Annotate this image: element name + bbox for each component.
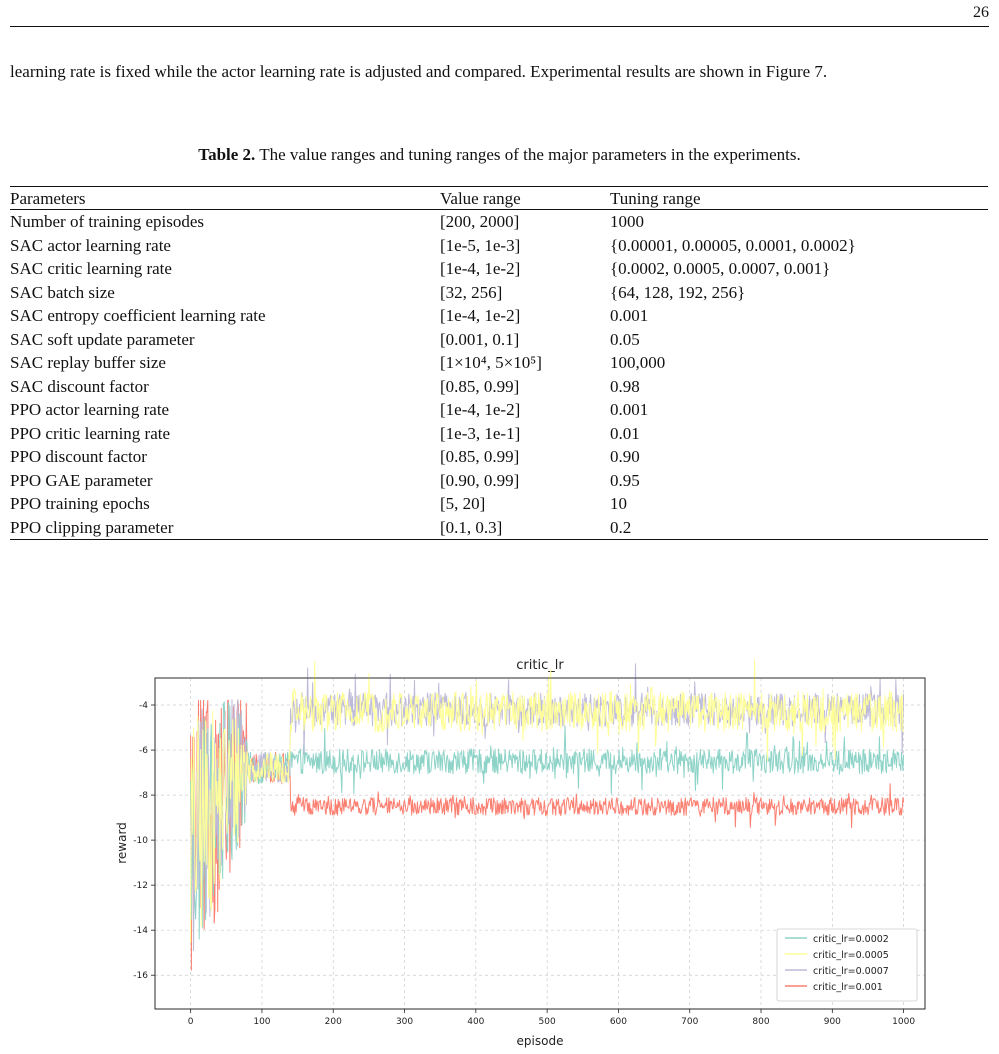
- cell-parameter: PPO training epochs: [10, 494, 150, 513]
- table-row: [10, 210, 988, 234]
- table-caption: [0, 145, 999, 165]
- cell-parameter: SAC entropy coefficient learning rate: [10, 306, 266, 325]
- y-tick-label: -12: [133, 881, 148, 892]
- header-parameters: Parameters: [10, 187, 440, 210]
- x-tick-label: 800: [752, 1017, 770, 1027]
- cell-tuning-range: 0.001: [610, 306, 649, 325]
- table-row: [10, 516, 988, 540]
- table-row: [10, 234, 988, 258]
- y-tick-label: -14: [133, 926, 148, 937]
- cell-parameter: PPO discount factor: [10, 447, 147, 466]
- legend-entry: critic_lr=0.001: [813, 982, 883, 993]
- cell-value-range: [1×10⁴, 5×10⁵]: [440, 353, 542, 372]
- cell-value-range: [0.85, 0.99]: [440, 447, 520, 466]
- cell-value-range: [200, 2000]: [440, 212, 520, 231]
- cell-parameter: PPO GAE parameter: [10, 470, 153, 490]
- chart-title: critic_lr: [516, 658, 564, 673]
- cell-value-range: [5, 20]: [440, 494, 486, 513]
- page-number: 26: [973, 4, 989, 21]
- cell-tuning-range: {64, 128, 192, 256}: [610, 282, 746, 302]
- cell-tuning-range: 0.95: [610, 470, 640, 490]
- cell-tuning-range: 0.01: [610, 423, 640, 443]
- cell-parameter: SAC discount factor: [10, 376, 149, 396]
- cell-parameter: SAC replay buffer size: [10, 353, 166, 372]
- x-tick-label: 0: [187, 1017, 194, 1027]
- cell-parameter: PPO actor learning rate: [10, 400, 170, 419]
- cell-tuning-range: 0.2: [610, 516, 988, 540]
- x-tick-label: 500: [538, 1017, 556, 1027]
- table-row: [10, 304, 988, 328]
- legend-entry: critic_lr=0.0002: [813, 934, 889, 945]
- cell-value-range: [0.1, 0.3]: [440, 516, 610, 540]
- x-tick-label: 400: [467, 1017, 485, 1027]
- cell-value-range: [32, 256]: [440, 282, 503, 302]
- cell-tuning-range: 0.98: [610, 376, 640, 396]
- cell-parameter: SAC actor learning rate: [10, 235, 171, 255]
- cell-tuning-range: 1000: [610, 212, 644, 231]
- x-tick-label: 1000: [892, 1017, 916, 1027]
- cell-parameter: SAC critic learning rate: [10, 259, 172, 278]
- legend-entry: critic_lr=0.0007: [813, 966, 889, 977]
- cell-value-range: [0.001, 0.1]: [440, 329, 520, 349]
- cell-parameter: PPO clipping parameter: [10, 516, 440, 540]
- x-tick-label: 100: [253, 1017, 271, 1027]
- cell-parameter: SAC batch size: [10, 282, 115, 302]
- y-tick-label: -6: [139, 746, 148, 757]
- header-rule: [10, 26, 989, 27]
- cell-parameter: SAC soft update parameter: [10, 329, 195, 349]
- cell-tuning-range: 0.001: [610, 400, 649, 419]
- cell-tuning-range: {0.00001, 0.00005, 0.0001, 0.0002}: [610, 235, 856, 255]
- x-tick-label: 600: [609, 1017, 628, 1027]
- cell-tuning-range: 0.05: [610, 329, 640, 349]
- table-row: [10, 328, 988, 352]
- table-row: [10, 257, 988, 281]
- cell-value-range: [1e-4, 1e-2]: [440, 306, 521, 325]
- y-tick-label: -16: [133, 971, 148, 982]
- cell-value-range: [1e-5, 1e-3]: [440, 235, 521, 255]
- table-row: [10, 375, 988, 399]
- x-tick-label: 300: [395, 1017, 414, 1027]
- table-row: [10, 492, 988, 516]
- legend-entry: critic_lr=0.0005: [813, 950, 889, 961]
- table-row: [10, 469, 988, 493]
- header-tuning-range: Tuning range: [610, 187, 988, 210]
- cell-value-range: [1e-3, 1e-1]: [440, 423, 521, 443]
- chart-legend: [777, 929, 917, 1001]
- table-row: [10, 422, 988, 446]
- cell-parameter: Number of training episodes: [10, 212, 205, 231]
- x-tick-label: 700: [681, 1017, 699, 1027]
- x-tick-label: 900: [823, 1017, 841, 1027]
- parameters-table: [10, 186, 988, 540]
- table-caption-label: Table 2.: [198, 145, 256, 164]
- cell-value-range: [0.85, 0.99]: [440, 376, 520, 396]
- table-row: [10, 351, 988, 375]
- reward-line-chart: [110, 655, 916, 1050]
- table-row: [10, 398, 988, 422]
- table-row: [10, 281, 988, 305]
- x-tick-label: 200: [324, 1017, 342, 1027]
- body-paragraph: learning rate is fixed while the actor learning rate is adjusted and compared. Experimental results are shown in Figure 7.: [10, 62, 828, 81]
- cell-tuning-range: 100,000: [610, 353, 666, 372]
- cell-parameter: PPO critic learning rate: [10, 423, 171, 443]
- header-value-range: Value range: [440, 187, 610, 210]
- cell-tuning-range: 10: [610, 494, 627, 513]
- cell-value-range: [1e-4, 1e-2]: [440, 400, 521, 419]
- y-tick-label: -10: [133, 836, 148, 847]
- y-tick-label: -4: [139, 701, 148, 712]
- table-row: [10, 445, 988, 469]
- cell-value-range: [1e-4, 1e-2]: [440, 259, 521, 278]
- cell-tuning-range: 0.90: [610, 447, 640, 466]
- y-axis-label: reward: [115, 822, 129, 864]
- cell-tuning-range: {0.0002, 0.0005, 0.0007, 0.001}: [610, 259, 831, 278]
- table-header-row: [10, 187, 988, 210]
- cell-value-range: [0.90, 0.99]: [440, 470, 520, 490]
- x-axis-label: episode: [516, 1034, 564, 1048]
- y-tick-label: -8: [139, 791, 148, 802]
- table-caption-text: The value ranges and tuning ranges of the major parameters in the experiments.: [255, 145, 801, 164]
